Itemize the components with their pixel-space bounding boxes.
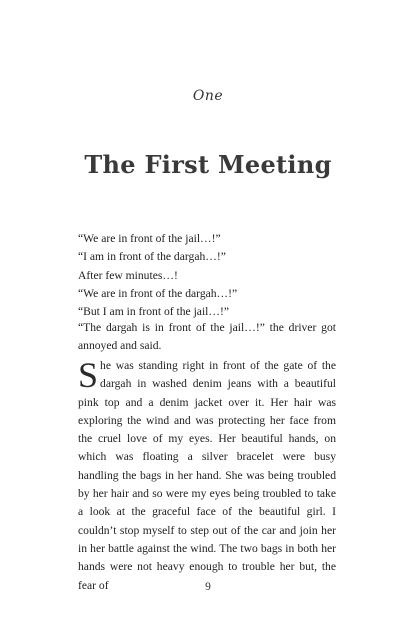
main-paragraph <box>78 357 336 595</box>
dialogue-block <box>78 230 336 321</box>
main-paragraph-text: he was standing right in front of the gate of the dargah in washed denim jeans with a beautiful pink top and a denim jacket over it. Her hair was exploring the wind and was protecting her face from the cruel love of my eyes. Her beautiful hands, on which was floating a silver bracelet were busy handling the bags in her hand. She was being troubled by her hair and so were my eyes being troubled to take a look at the graceful face of the beautiful girl. I couldn’t stop myself to step out of the car and join her in her battle against the wind. The two bags in both her hands were not heavy enough to trouble her but, the fear of <box>78 359 336 592</box>
dialogue-line: “I am in front of the dargah…!” <box>78 250 226 264</box>
dialogue-line: After few minutes…! <box>78 268 178 282</box>
chapter-label: One <box>192 88 224 104</box>
chapter-title: The First Meeting <box>84 150 332 179</box>
dialogue-line: “We are in front of the dargah…!” <box>78 286 238 300</box>
driver-paragraph: “The dargah is in front of the jail…!” the driver got annoyed and said. <box>78 321 336 353</box>
drop-cap: S <box>78 355 99 395</box>
page-number: 9 <box>205 581 211 593</box>
dialogue-line: “We are in front of the jail…!” <box>78 232 221 245</box>
dialogue-line: “But I am in front of the jail…!” <box>78 305 229 319</box>
